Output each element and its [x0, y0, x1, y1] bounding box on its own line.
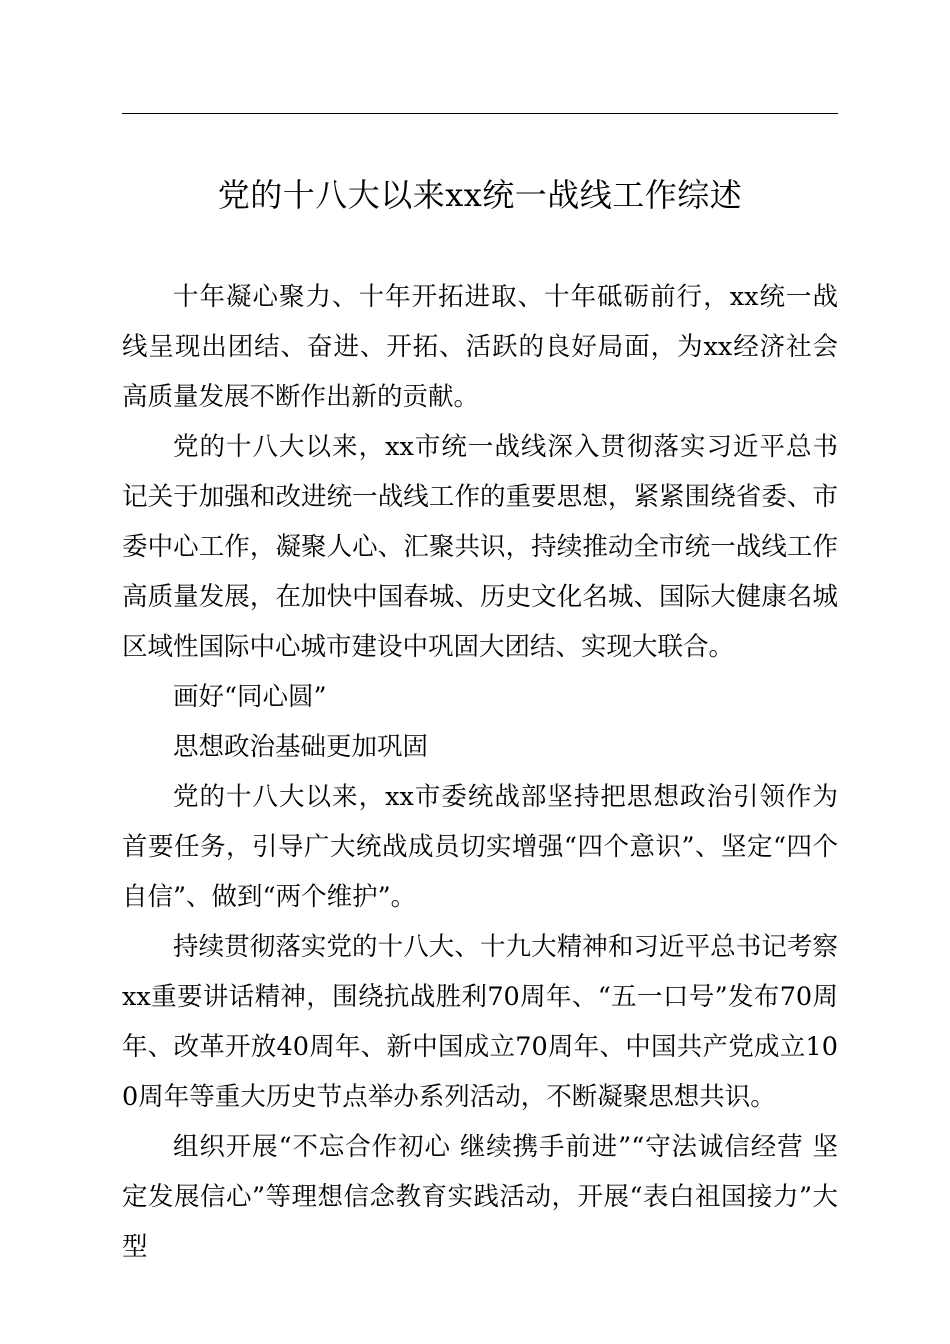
paragraph-guidance: 党的十八大以来，xx市委统战部坚持把思想政治引领作为首要任务，引导广大统战成员切实增强“四个意识”、坚定“四个自信”、做到“两个维护”。 — [122, 782, 838, 912]
paragraph-activities: 持续贯彻落实党的十八大、十九大精神和习近平总书记考察xx重要讲话精神，围绕抗战胜利70周年、“五一口号”发布70周年、改革开放40周年、新中国成立70周年、中国共产党成立100周年等重大历史节点举办系列活动，不断凝聚思想共识。 — [122, 932, 838, 1112]
document-body — [122, 272, 838, 1272]
header-rule — [122, 113, 838, 114]
section-heading: 画好“同心圆” — [173, 682, 327, 712]
paragraph-education: 组织开展“不忘合作初心 继续携手前进”“守法诚信经营 坚定发展信心”等理想信念教育实践活动，开展“表白祖国接力”大型 — [122, 1132, 838, 1262]
paragraph-intro: 十年凝心聚力、十年开拓进取、十年砥砺前行，xx统一战线呈现出团结、奋进、开拓、活跃的良好局面，为xx经济社会高质量发展不断作出新的贡献。 — [122, 282, 838, 412]
paragraph-overview: 党的十八大以来，xx市统一战线深入贯彻落实习近平总书记关于加强和改进统一战线工作的重要思想，紧紧围绕省委、市委中心工作，凝聚人心、汇聚共识，持续推动全市统一战线工作高质量发展，在加快中国春城、历史文化名城、国际大健康名城区域性国际中心城市建设中巩固大团结、实现大联合。 — [122, 432, 838, 662]
section-subheading: 思想政治基础更加巩固 — [173, 732, 429, 762]
document-title: 党的十八大以来xx统一战线工作综述 — [217, 176, 743, 214]
